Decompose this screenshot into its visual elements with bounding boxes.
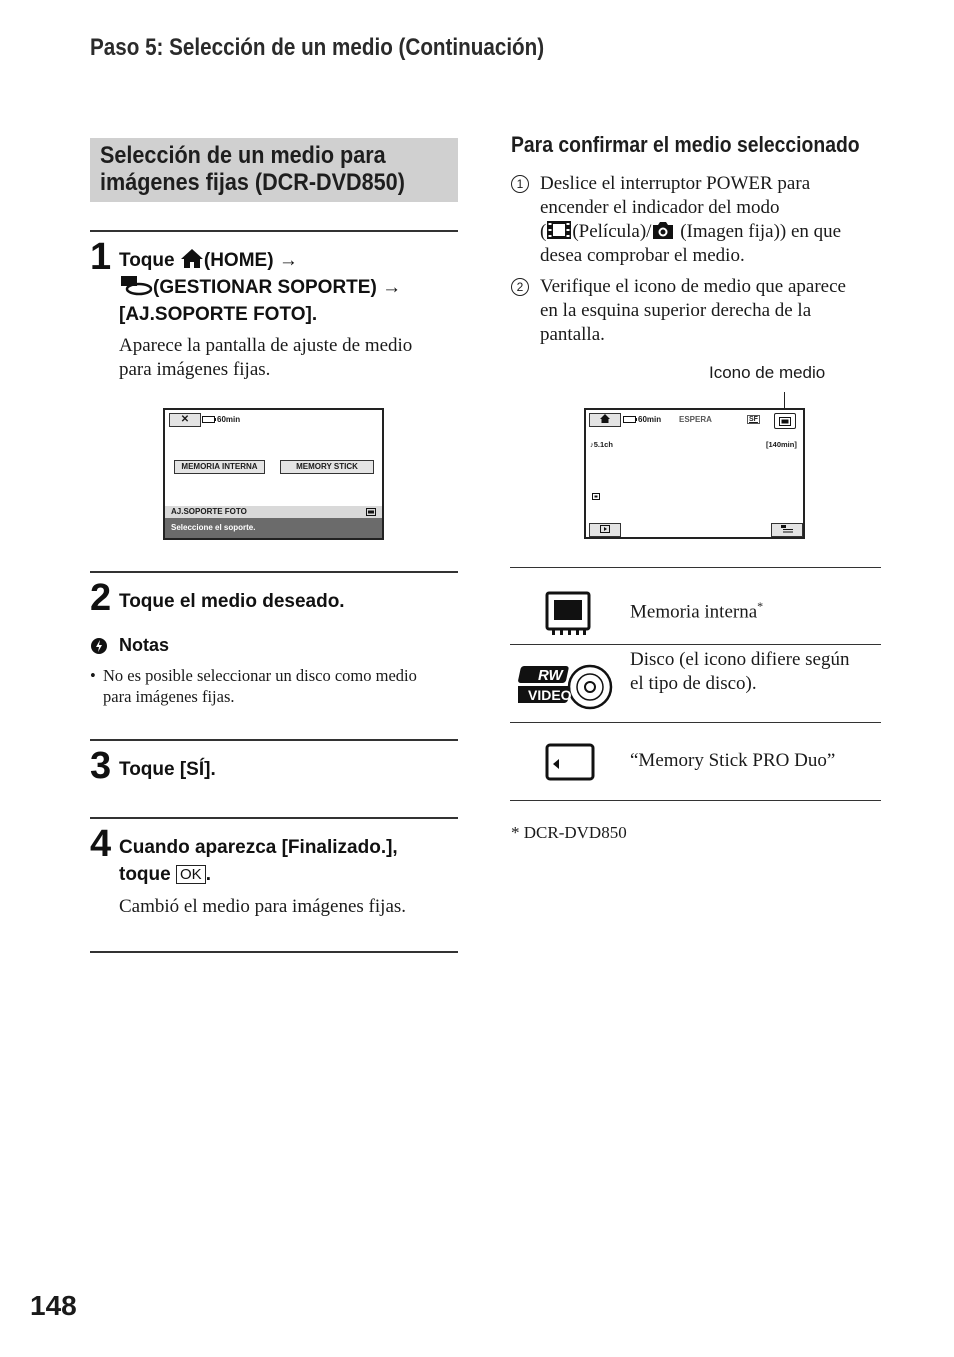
manage-media-icon (119, 274, 153, 296)
home-small-icon (600, 414, 610, 423)
step1-aj-soporte: [AJ.SOPORTE FOTO]. (119, 304, 318, 325)
running-head: Paso 5: Selección de un medio (Continuación) (90, 34, 545, 61)
step2-number: 2 (90, 577, 112, 619)
media-select-screen (163, 408, 384, 540)
close-button[interactable]: ✕ (169, 413, 201, 427)
step2-rule (90, 571, 458, 573)
camera-icon (651, 220, 675, 240)
section-title (100, 142, 460, 196)
film-icon (546, 220, 572, 240)
step4-line2 (119, 861, 211, 888)
confirm-item1-line2: encender el indicador del modo (540, 197, 780, 218)
step1-arrow2: → (382, 277, 402, 298)
step1-line2 (119, 274, 401, 301)
video-label: VIDEO (528, 687, 572, 703)
notes-bullet: • (90, 666, 96, 685)
notes-heading: Notas (119, 635, 170, 655)
media-icon-callout: Icono de medio (709, 363, 826, 382)
step3-rule (90, 739, 458, 741)
confirm-num1: 1 (511, 175, 529, 193)
message-text: Seleccione el soporte. (171, 523, 256, 532)
battery-icon (623, 416, 637, 423)
end-rule (90, 951, 458, 953)
step1-arrow: → (278, 250, 298, 271)
section-title-line2: imágenes fijas (DCR-DVD850) (100, 169, 405, 196)
internal-memory-icon (544, 588, 592, 636)
step4-number: 4 (90, 823, 112, 865)
table-row2-line2: el tipo de disco). (630, 673, 757, 694)
step1-home: (HOME) (203, 250, 274, 271)
step3-number: 3 (90, 745, 112, 787)
battery-time: 60min (217, 415, 241, 424)
step4-body: Cambió el medio para imágenes fijas. (119, 896, 407, 917)
step1-rule (90, 230, 458, 232)
face-detect-icon (592, 493, 600, 500)
internal-memory-small-icon (779, 417, 791, 426)
confirm-item1-line3: ( (Película)/ (Imagen fija)) en que (540, 221, 842, 242)
footnote: * DCR-DVD850 (511, 823, 627, 842)
remaining-time: [140min] (766, 440, 797, 449)
option-icon (781, 525, 793, 533)
table-rule-2 (510, 722, 881, 723)
option-button[interactable] (771, 523, 803, 537)
notes-icon (90, 637, 108, 655)
step1-toque: Toque (119, 250, 175, 271)
step4-line1: Cuando aparezca [Finalizado.], (119, 837, 398, 858)
battery-time: 60min (638, 415, 662, 424)
notes-item1-line1: No es posible seleccionar un disco como medio (103, 666, 417, 685)
media-icon-frame (774, 413, 796, 429)
audio-indicator: ♪5.1ch (590, 440, 613, 449)
step1-gestionar: (GESTIONAR SOPORTE) (153, 277, 377, 298)
home-screen-button[interactable] (589, 413, 621, 427)
step4-toque: toque (119, 864, 171, 885)
rw-disc-icon (518, 662, 614, 710)
internal-memory-button[interactable]: MEMORIA INTERNA (174, 460, 265, 474)
confirm-item2-line1: Verifique el icono de medio que aparece (540, 276, 846, 297)
memory-stick-button[interactable]: MEMORY STICK (280, 460, 374, 474)
confirm-heading: Para confirmar el medio seleccionado (511, 132, 860, 157)
step1-line1 (119, 247, 298, 274)
page-number: 148 (30, 1290, 77, 1321)
table-rule-1 (510, 644, 881, 645)
play-icon (600, 525, 610, 533)
section-title-line1: Selección de un medio para (100, 142, 386, 169)
confirm-item2-line3: pantalla. (540, 324, 605, 345)
home-icon (180, 247, 204, 269)
play-button[interactable] (589, 523, 621, 537)
quality-badge: SF (749, 416, 758, 423)
step4-rule (90, 817, 458, 819)
memory-stick-icon (545, 743, 595, 781)
confirm-item1-line4: desea comprobar el medio. (540, 245, 745, 266)
notes-item1-line2: para imágenes fijas. (103, 687, 235, 706)
step4-period: . (205, 864, 211, 885)
table-row3-label: “Memory Stick PRO Duo” (630, 750, 836, 771)
table-rule-bottom (510, 800, 881, 801)
rw-label: RW (538, 667, 563, 684)
step1-body-line2: para imágenes fijas. (119, 359, 271, 380)
step2-text: Toque el medio deseado. (119, 591, 345, 612)
confirm-num2: 2 (511, 278, 529, 296)
step3-text: Toque [SÍ]. (119, 759, 216, 780)
confirm-item2-line2: en la esquina superior derecha de la (540, 300, 812, 321)
step1-body-line1: Aparece la pantalla de ajuste de medio (119, 335, 413, 356)
standby-screen (584, 408, 805, 539)
ok-key: OK (176, 865, 206, 884)
table-rule-top (510, 567, 881, 568)
confirm-item1-line1: Deslice el interruptor POWER para (540, 173, 811, 194)
internal-memory-small-icon (366, 508, 376, 516)
status-standby: ESPERA (679, 415, 712, 424)
step1-number: 1 (90, 236, 112, 278)
table-row2-line1: Disco (el icono difiere según (630, 649, 850, 670)
setting-bar-label: AJ.SOPORTE FOTO (171, 507, 247, 516)
battery-icon (202, 416, 216, 423)
table-row1-label: Memoria interna* (630, 599, 764, 623)
